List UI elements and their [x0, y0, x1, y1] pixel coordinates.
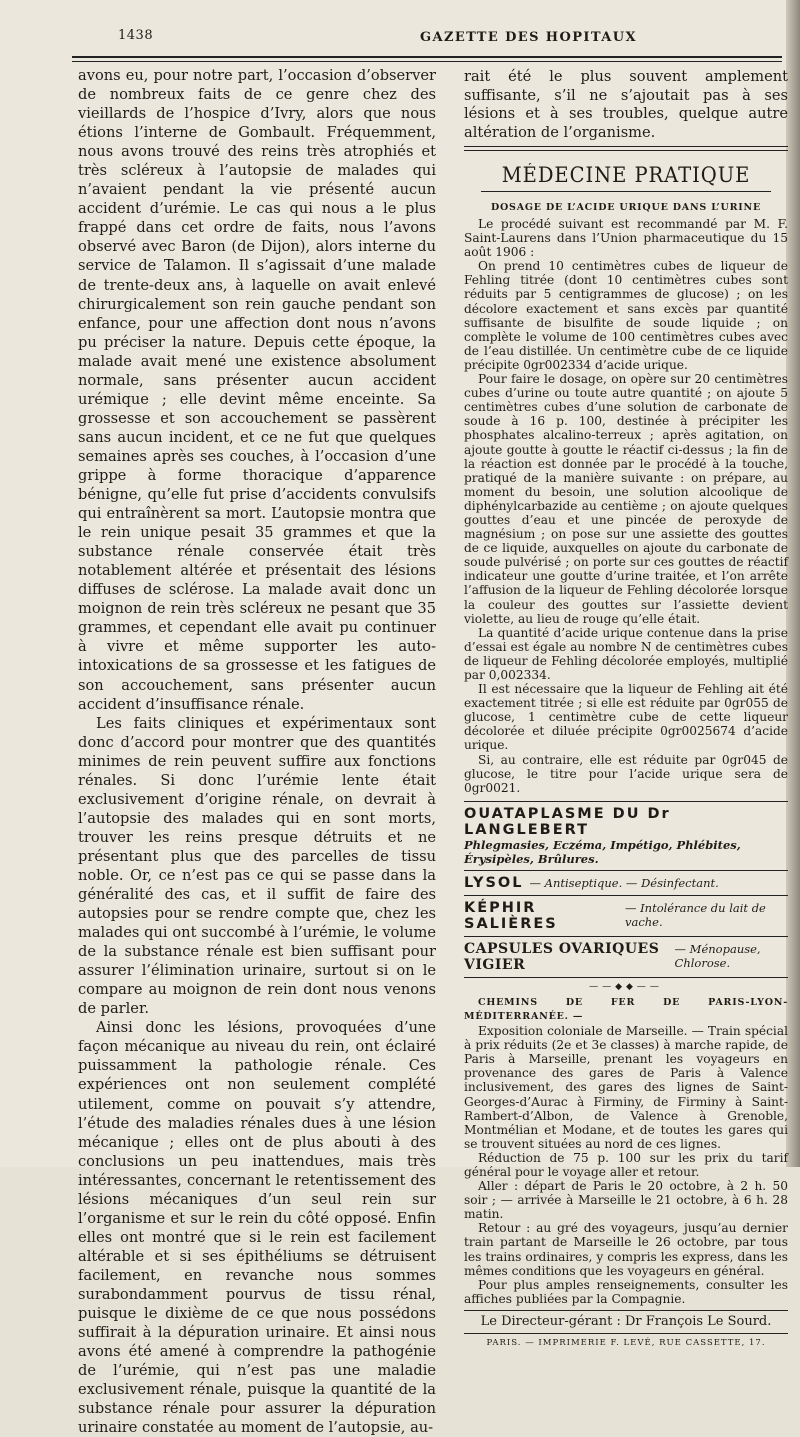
ad-capsules-title: CAPSULES OVARIQUES VIGIER	[464, 940, 660, 973]
printer-credit: PARIS. — IMPRIMERIE F. LEVÉ, RUE CASSETTE, 17.	[486, 1337, 766, 1348]
journal-title: GAZETTE DES HOPITAUX	[420, 30, 637, 45]
section-rule-thin	[464, 150, 788, 151]
railway-notice	[464, 996, 788, 1306]
ad-rule	[464, 895, 788, 896]
right-column	[464, 68, 788, 1348]
ad-rule	[464, 936, 788, 937]
section-title-underline	[481, 191, 771, 192]
ad-capsules-sub: — Ménopause, Chlorose.	[674, 941, 761, 970]
editor-credit: Le Directeur-gérant : Dr François Le Sourd.	[480, 1313, 772, 1329]
header-rule	[72, 56, 782, 58]
railway-heading: CHEMINS DE FER DE PARIS-LYON-MÉDITERRANÉE. —	[464, 996, 788, 1022]
paragraph: Pour plus amples renseignements, consulter les affiches publiées par la Compagnie.	[464, 1277, 788, 1306]
paragraph: On prend 10 centimètres cubes de liqueur de Fehling titrée (dont 10 centimètres cubes sont réduits par 5 centigrammes de glucose) ; on les décolore exactement et sans excès par quantité suffisante de bisulfite de soude liquide ; on complète le volume de 100 centimètres cubes avec de l’eau distillée. Un centimètre cube de ce liquide précipite 0gr002334 d’acide urique.	[464, 259, 788, 372]
ad-kephir-title: KÉPHIR SALIÈRES	[464, 899, 558, 932]
paragraph: La quantité d’acide urique contenue dans la prise d’essai est égale au nombre N de centimètres cubes de liqueur de Fehling décolorée employés, multiplié par 0,002334.	[464, 625, 788, 682]
ad-kephir-sub: — Intolérance du lait de vache.	[624, 900, 766, 929]
ad-kephir	[464, 900, 788, 932]
article-heading: DOSAGE DE L’ACIDE URIQUE DANS L’URINE	[490, 202, 762, 213]
paragraph: Si, au contraire, elle est réduite par 0gr045 de glucose, le titre pour l’acide urique sera de 0gr0021.	[464, 752, 788, 795]
advertisements	[464, 801, 788, 978]
ad-ouataplasme-sub: Phlegmasies, Eczéma, Impétigo, Phlébites, Érysipèles, Brûlures.	[464, 837, 741, 866]
header-rule-thin	[72, 61, 782, 62]
ad-capsules	[464, 941, 788, 973]
page-number: 1438	[118, 28, 154, 43]
footer-rule	[464, 1333, 788, 1334]
paragraph: Réduction de 75 p. 100 sur les prix du tarif général pour le voyage aller et retour.	[464, 1150, 788, 1179]
paragraph: Le procédé suivant est recommandé par M. F. Saint-Laurens dans l’Union pharmaceutique du 15 août 1906 :	[464, 217, 788, 260]
left-column	[78, 66, 436, 1437]
paragraph: Les faits cliniques et expérimentaux sont donc d’accord pour montrer que des quantités minimes de rein peuvent suffire aux fonctions rénales. Si donc l’urémie lente était exclusivement d’origine rénale, on devrait à l’autopsie des malades qui en sont morts, trouver les reins presque détruits et ne présentant plus que des parcelles de tissu noble. Or, ce n’est pas ce qui se passe dans la généralité des cas, et il suffit de faire des autopsies pour se rendre compte que, chez les malades qui ont succombé à l’urémie, le volume de la substance rénale est bien suffisant pour assurer l’élimination urinaire, surtout si on le compare au moignon de rein dont nous venons de parler.	[78, 714, 436, 1018]
section-rule	[464, 146, 788, 147]
paragraph: Ainsi donc les lésions, provoquées d’une façon mécanique au niveau du rein, ont éclairé puissamment la pathologie rénale. Ces expériences ont non seulement complété utilement, comme on pouvait s’y attendre, l’étude des maladies rénales dues à une lésion mécanique ; elles ont de plus abouti à des conclusions un peu inattendues, mais très intéressantes, concernant le retentissement des lésions mécaniques d’un seul rein sur l’organisme et sur le rein du côté opposé. Enfin elles ont montré que si le rein est facilement altérable et si ses épithéliums se détruisent facilement, en revanche nous sommes surabondamment pourvus de tissu rénal, puisque le dixième de ce que nous possédons suffirait à la dépuration urinaire. Et ainsi nous avons été amené à comprendre la pathogénie de l’urémie, qui n’est pas une maladie exclusivement rénale, puisque la quantité de la substance rénale pour assurer la dépuration urinaire constatée au moment de l’autopsie, au-	[78, 1019, 436, 1437]
page-edge-shadow	[786, 0, 800, 1167]
paragraph: Pour faire le dosage, on opère sur 20 centimètres cubes d’urine ou toute autre quantité ; on ajoute 5 centimètres cubes d’une solution de carbonate de soude à 16 p. 100, destinée à précipiter les phosphates alcalino-terreux ; après agitation, on ajoute goutte à goutte le réactif ci-dessus ; la fin de la réaction est donnée par le procédé à la touche, pratiqué de la manière suivante : on prépare, au moment du besoin, une solution alcoolique de diphénylcarbazide au centième ; on ajoute quelques gouttes d’eau et une pincée de peroxyde de magnésium ; on pose sur une assiette des gouttes de ce liquide, auxquelles on ajoute du carbonate de soude pulvérisé ; on porte sur ces gouttes de réactif indicateur une goutte d’urine traitée, et l’on arrête l’affusion de la liqueur de Fehling décolorée lorsque la couleur des gouttes sur l’assiette devient violette, au lieu de rouge qu’elle était.	[464, 372, 788, 626]
ad-lysol-title: LYSOL	[464, 874, 524, 891]
page-header	[70, 28, 788, 52]
section-title: MÉDECINE PRATIQUE	[501, 163, 751, 187]
ad-rule	[464, 801, 788, 802]
ad-lysol-sub: — Antiseptique. — Désinfectant.	[529, 875, 719, 890]
ad-ouataplasme-title: OUATAPLASME DU Dr LANGLEBERT	[464, 805, 671, 838]
footer-rule	[464, 1310, 788, 1311]
ad-rule	[464, 870, 788, 871]
article-body	[464, 217, 788, 795]
continuation-text: rait été le plus souvent amplement suffisante, s’il ne s’ajoutait pas à ses lésions et à ses troubles, quelque autre altération de l’organisme.	[464, 68, 788, 141]
ad-rule	[464, 977, 788, 978]
ornament-divider: ——◆◆——	[589, 981, 663, 992]
ad-lysol	[464, 875, 788, 891]
paragraph: Exposition coloniale de Marseille. — Train spécial à prix réduits (2e et 3e classes) à marche rapide, de Paris à Marseille, prenant les voyageurs en provenance des gares de Paris à Valence inclusivement, des gares des lignes de Saint-Georges-d’Aurac à Firminy, de Firminy à Saint-Rambert-d’Albon, de Valence à Grenoble, Montmélian et Modane, et de toutes les gares qui se trouvent situées au nord de ces lignes.	[464, 1024, 788, 1151]
paragraph: avons eu, pour notre part, l’occasion d’observer de nombreux faits de ce genre chez des vieillards de l’hospice d’Ivry, alors que nous étions l’interne de Gombault. Fréquemment, nous avons trouvé des reins très atrophiés et très scléreux à l’autopsie de malades qui n’avaient pendant la vie présenté aucun accident d’urémie. Le cas qui nous a le plus frappé dans cet ordre de faits, nous l’avons observé avec Baron (de Dijon), alors interne du service de Talamon. Il s’agissait d’une malade de trente-deux ans, à laquelle on avait enlevé chirurgicalement son rein gauche pendant son enfance, pour une affection dont nous n’avons pu préciser la nature. Depuis cette époque, la malade avait mené une existence absolument normale, sans présenter aucun accident urémique ; elle devint même enceinte. Sa grossesse et son accouchement se passèrent sans aucun incident, et ce ne fut que quelques semaines après ses couches, à l’occasion d’une grippe à forme thoracique d’apparence bénigne, qu’elle fut prise d’accidents convulsifs qui entraînèrent sa mort. L’autopsie montra que le rein unique pesait 35 grammes et que la substance rénale conservée était très notablement altérée et présentait des lésions diffuses de sclérose. La malade avait donc un moignon de rein très scléreux ne pesant que 35 grammes, et cependant elle avait pu continuer à vivre et même supporter les auto-intoxications de sa grossesse et les fatigues de son accouchement, sans présenter aucun accident d’insuffisance rénale.	[78, 67, 436, 713]
paragraph: Il est nécessaire que la liqueur de Fehling ait été exactement titrée ; si elle est réduite par 0gr055 de glucose, 1 centimètre cube de cette liqueur décolorée et diluée précipite 0gr0025674 d’acide urique.	[464, 682, 788, 753]
paragraph: Retour : au gré des voyageurs, jusqu’au dernier train partant de Marseille le 26 octobre, par tous les trains ordinaires, y compris les express, dans les mêmes conditions que les voyageurs en général.	[464, 1221, 788, 1278]
paragraph: Aller : départ de Paris le 20 octobre, à 2 h. 50 soir ; — arrivée à Marseille le 21 octobre, à 6 h. 28 matin.	[464, 1179, 788, 1222]
